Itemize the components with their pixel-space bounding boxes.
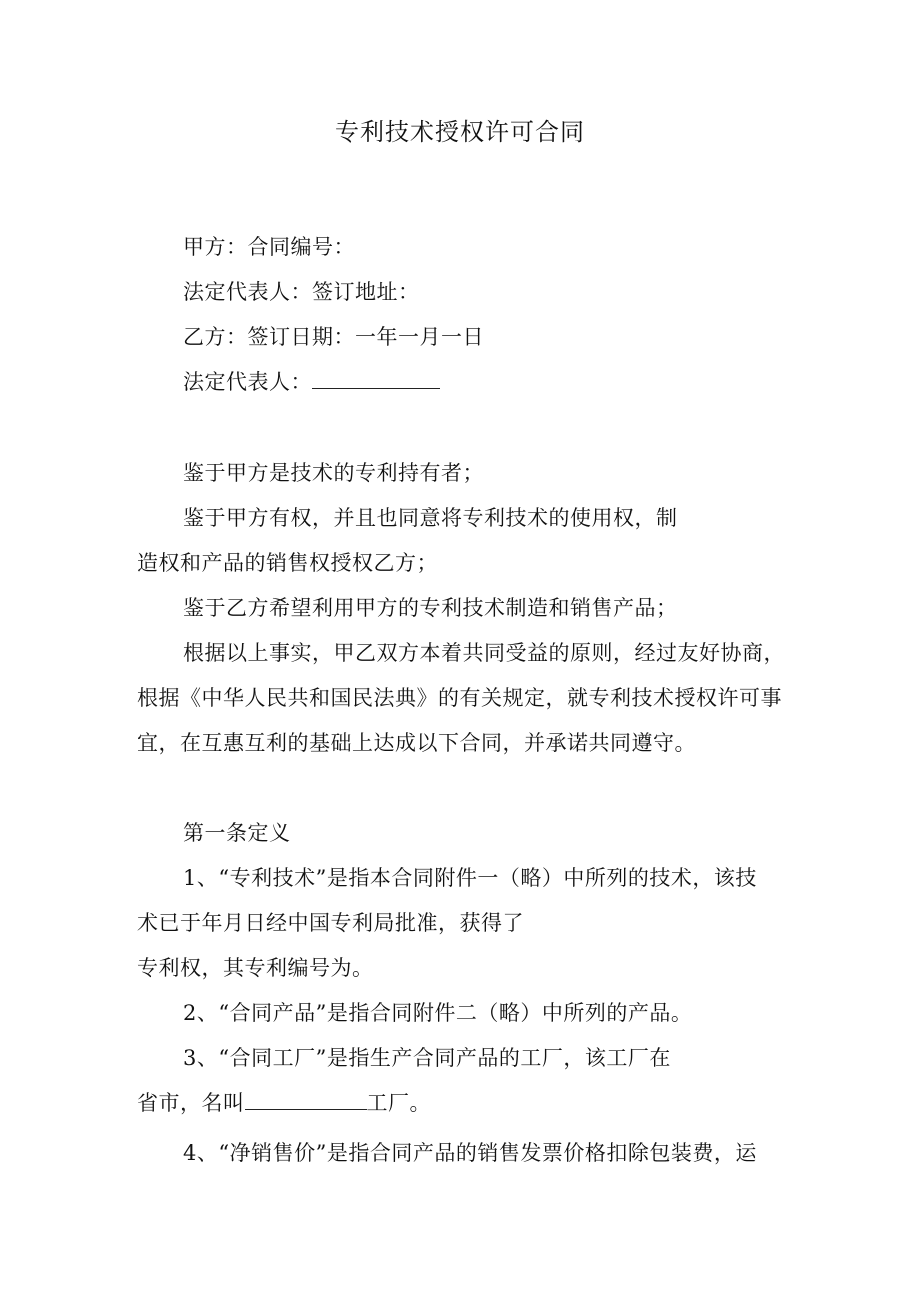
article-1-item-1-line2: 术已于年月日经中国专利局批准，获得了 xyxy=(137,911,524,935)
recital-4-line2: 根据《中华人民共和国民法典》的有关规定，就专利技术授权许可事 xyxy=(137,686,782,710)
recital-2-line2: 造权和产品的销售权授权乙方； xyxy=(137,551,438,575)
article-1-item-3-line2 xyxy=(137,1088,431,1118)
recital-3: 鉴于乙方希望利用甲方的专利技术制造和销售产品； xyxy=(183,596,678,620)
factory-location-text: 省市，名叫 xyxy=(137,1091,245,1115)
article-1-heading: 第一条定义 xyxy=(183,821,291,845)
legal-rep-label: 法定代表人： xyxy=(183,370,312,394)
article-1-item-4-line1: 4、“净销售价”是指合同产品的销售发票价格扣除包装费，运 xyxy=(183,1141,757,1165)
recital-4-line3: 宜，在互惠互利的基础上达成以下合同，并承诺共同遵守。 xyxy=(137,731,696,755)
recital-1: 鉴于甲方是技术的专利持有者； xyxy=(183,461,484,485)
legal-rep-blank xyxy=(312,368,440,389)
recital-2-line1: 鉴于甲方有权，并且也同意将专利技术的使用权，制 xyxy=(183,506,678,530)
article-1-item-1-line1: 1、“专利技术”是指本合同附件一（略）中所列的技术，该技 xyxy=(183,866,757,890)
legal-rep-address-line: 法定代表人：签订地址： xyxy=(183,280,420,304)
party-b-date-line: 乙方：签订日期：一年一月一日 xyxy=(183,325,484,349)
factory-suffix-text: 工厂。 xyxy=(366,1091,431,1115)
document-title: 专利技术授权许可合同 xyxy=(335,118,585,146)
article-1-item-1-line3: 专利权，其专利编号为。 xyxy=(137,956,374,980)
party-a-line: 甲方：合同编号： xyxy=(183,235,355,259)
recital-4-line1: 根据以上事实，甲乙双方本着共同受益的原则，经过友好协商， xyxy=(183,641,785,665)
article-1-item-2: 2、“合同产品”是指合同附件二（略）中所列的产品。 xyxy=(183,1001,693,1025)
legal-rep-line xyxy=(183,367,440,397)
article-1-item-3-line1: 3、“合同工厂”是指生产合同产品的工厂，该工厂在 xyxy=(183,1046,671,1070)
factory-name-blank xyxy=(245,1089,367,1110)
